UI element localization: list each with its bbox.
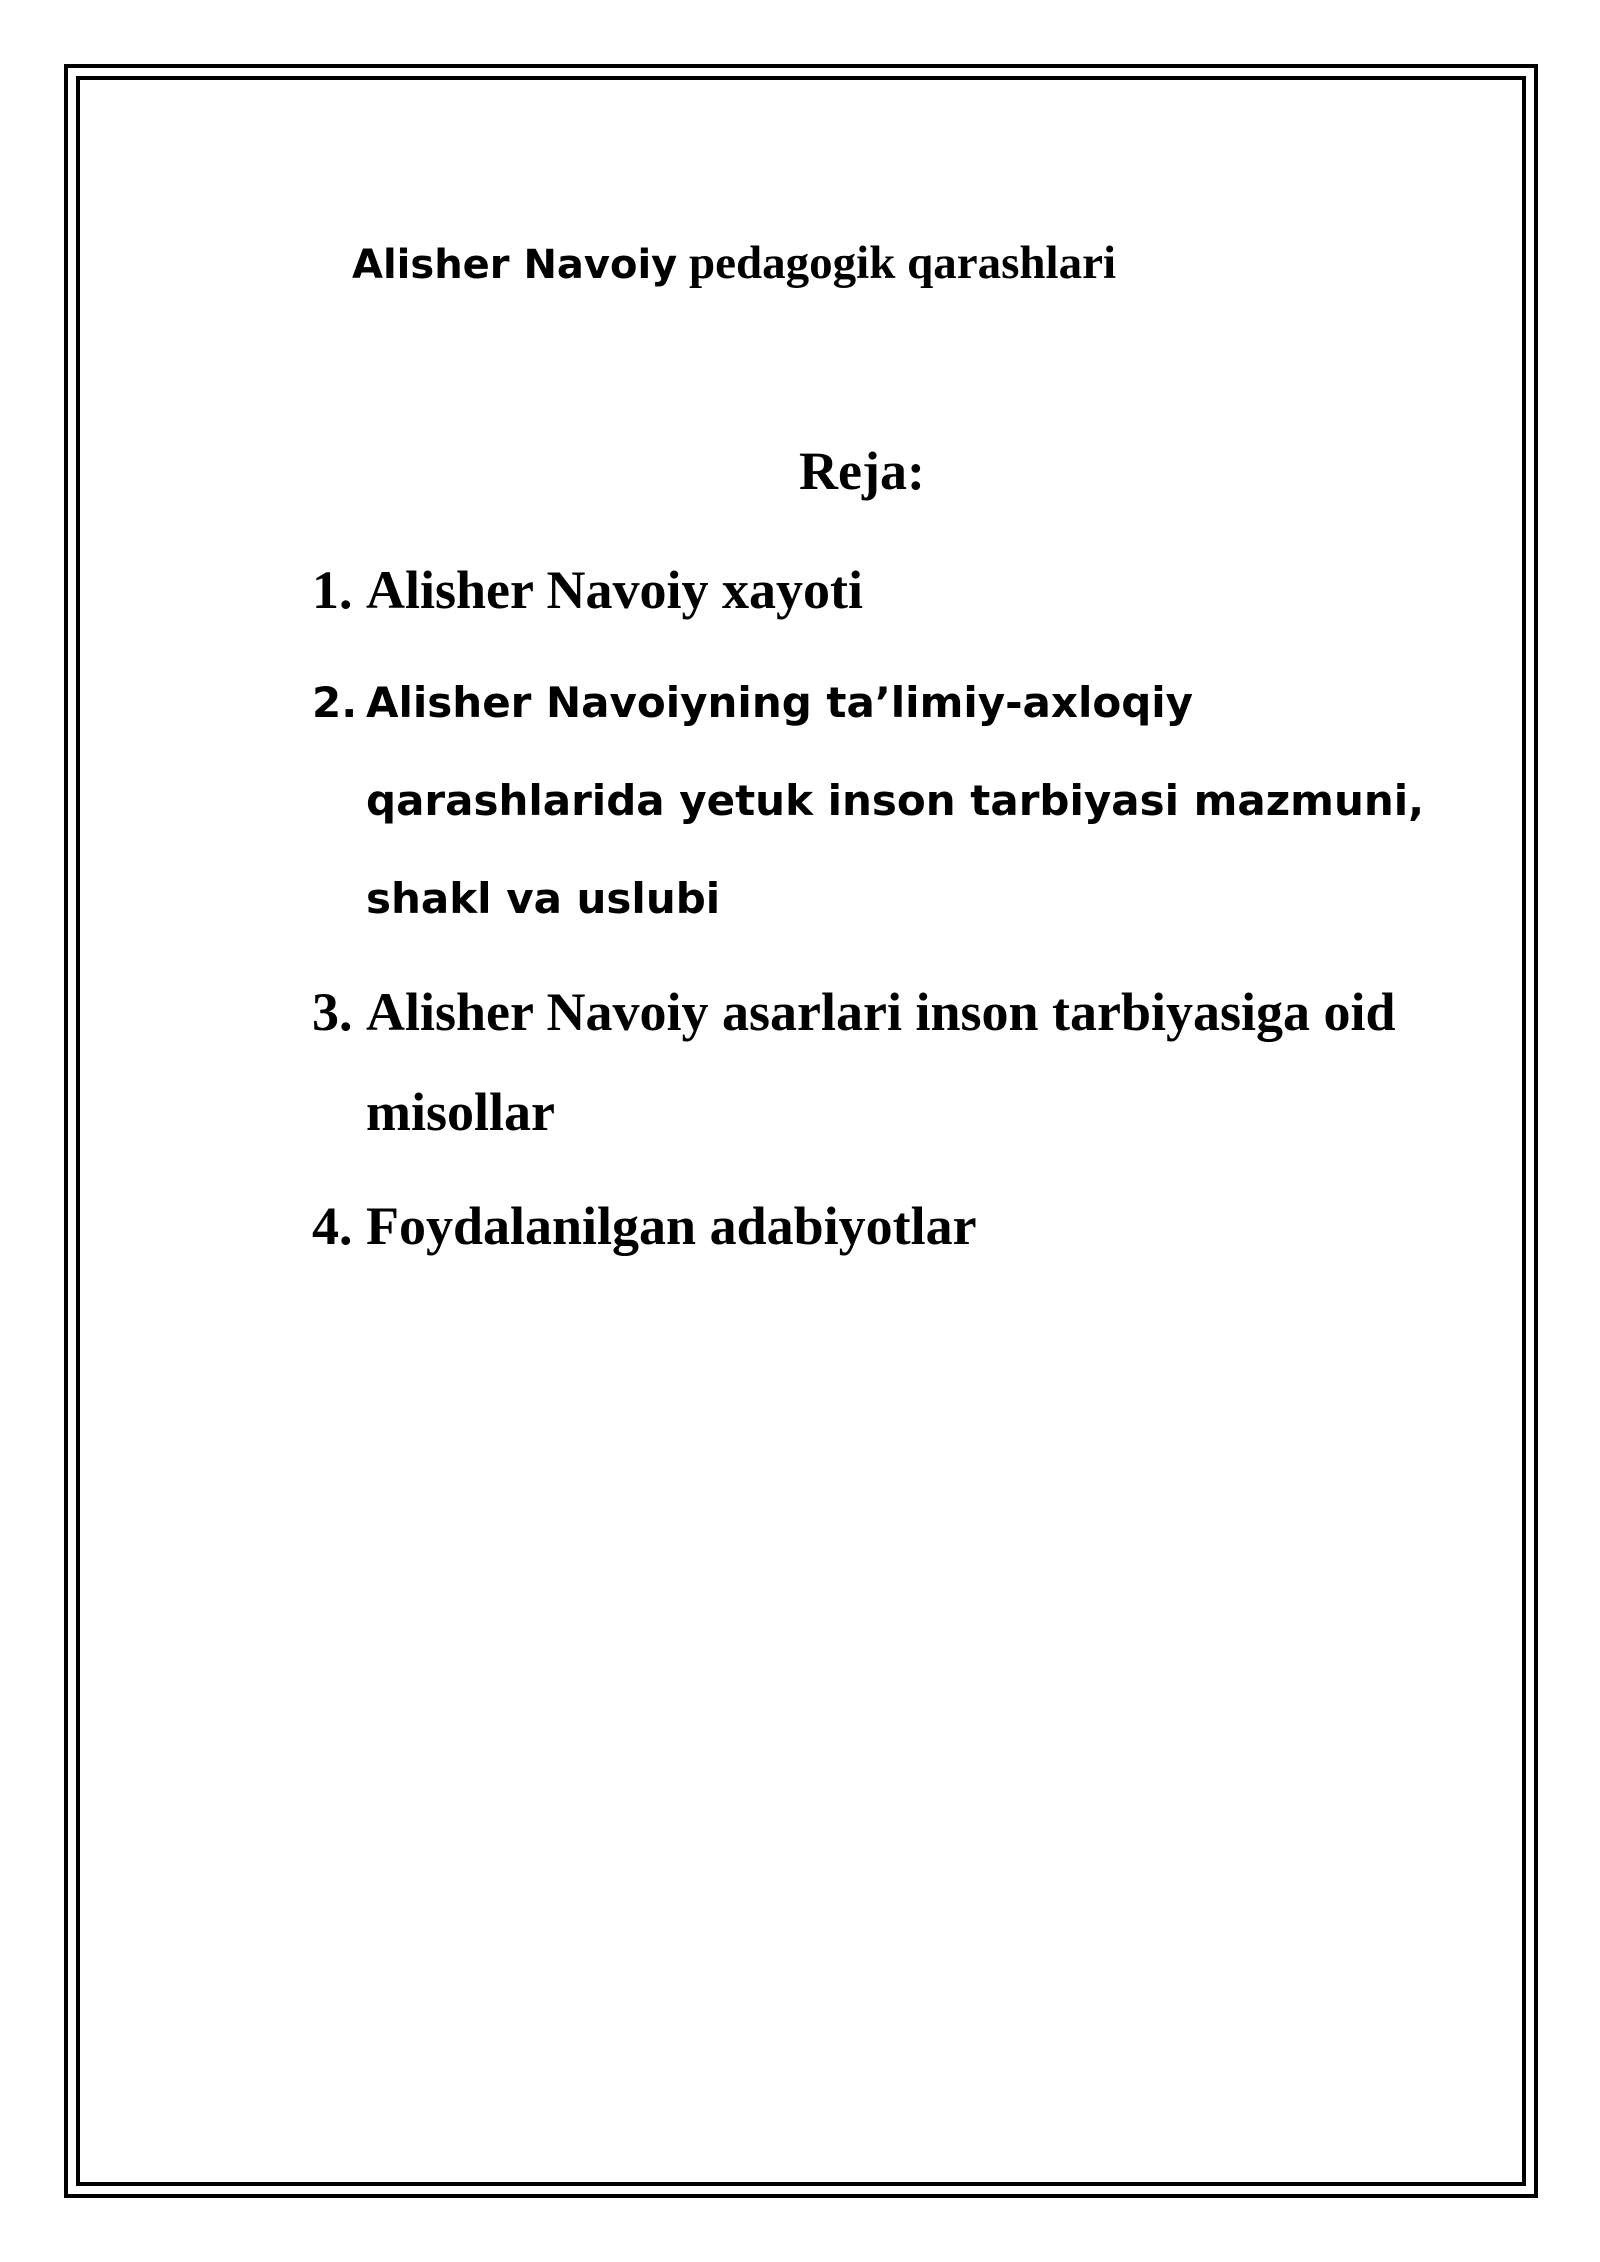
plan-item-1: [312, 540, 1492, 640]
document-title: [352, 236, 1116, 290]
plan-item-number: 3.: [312, 982, 353, 1042]
plan-item-text: Alisher Navoiy xayoti: [366, 560, 863, 620]
title-part-1: Alisher Navoiy: [352, 242, 678, 288]
plan-item-number: 4.: [312, 1196, 353, 1256]
plan-item-text: Alisher Navoiy asarlari inson tarbiyasiga oid misollar: [366, 982, 1396, 1142]
plan-item-text: Alisher Navoiyning ta’limiy-axloqiy qarashlarida yetuk inson tarbiyasi mazmuni, shakl va uslubi: [366, 678, 1425, 923]
plan-item-3: [312, 962, 1492, 1162]
plan-heading: Reja:: [799, 441, 925, 501]
plan-item-number: 1.: [312, 560, 353, 620]
plan-item-number: 2.: [312, 678, 358, 727]
plan-item-4: [312, 1176, 1492, 1276]
plan-item-text: Foydalanilgan adabiyotlar: [366, 1196, 977, 1256]
plan-item-2: [312, 654, 1492, 948]
plan-list: [312, 540, 1492, 1290]
title-part-2: pedagogik qarashlari: [689, 237, 1117, 289]
